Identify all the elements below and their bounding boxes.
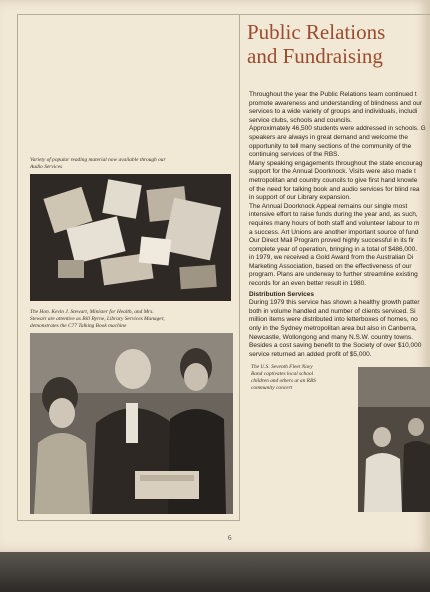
page-number: 6 (228, 534, 232, 542)
photo-navy-band-concert (358, 367, 430, 512)
photo-talking-book-demo (30, 333, 233, 514)
page-title (247, 20, 430, 68)
article-body: Throughout the year the Public Relations team continued t promote awareness and understanding of blindness and our services to a wide variety of groups and individuals, includi service clubs, schools and councils. Approximately 46,500 students were addressed in schools. G speakers are always in great demand and welcome the opportunity to tell many sections of the community of the continuing services of the RBS. Many speaking engagements throughout the state encourag support for the Annual Doorknock. Visits were also made t metropolitan and country councils to give first hand knowle of the need for talking book and audio services for blind rea in support of our Library expansion. The Annual Doorknock Appeal remains our single most intensive effort to raise funds during the year and, as such, requires many hours of both staff and volunteer labour to m a success. Art Unions are another important source of fund Our Direct Mail Program proved highly successful in its fir complete year of operation, bringing in a total of $486,000. in 1979, we received a Gold Award from the Australian Di Marketing Association, based on the effectiveness of our program. Plans are underway to further streamline existing records for an even better result in 1980. Distribution Services During 1979 this service has shown a healthy growth patter both in volume handled and number of clients serviced. Si million items were distributed into letterboxes of homes, no only in the Sydney metropolitan area but also in Canberra, Newcastle, Wollongong and many N.S.W. country towns. Besides a cost saving benefit to the Society of over $10,000 service returned an added profit of $5,000. (249, 91, 430, 471)
title-line-2: and Fundraising (247, 44, 383, 68)
caption-navy-band: The U.S. Seventh Fleet Navy Band captivates local school children and others at an RBS community concert (251, 364, 316, 391)
caption-audio: Variety of popular reading material now available through our Audio Services (30, 157, 166, 170)
title-line-1: Public Relations (247, 20, 386, 44)
distribution-heading: Distribution Services (249, 290, 315, 298)
photo-audio-materials (30, 174, 231, 301)
caption-minister: The Hon. Kevin J. Stewart, Minister for Health, and Mrs. Stewart are attentive as Bill Byrne, Library Services Manager, demonstrates the C77 Talking Book machine (30, 309, 165, 329)
scan-background (0, 552, 430, 592)
